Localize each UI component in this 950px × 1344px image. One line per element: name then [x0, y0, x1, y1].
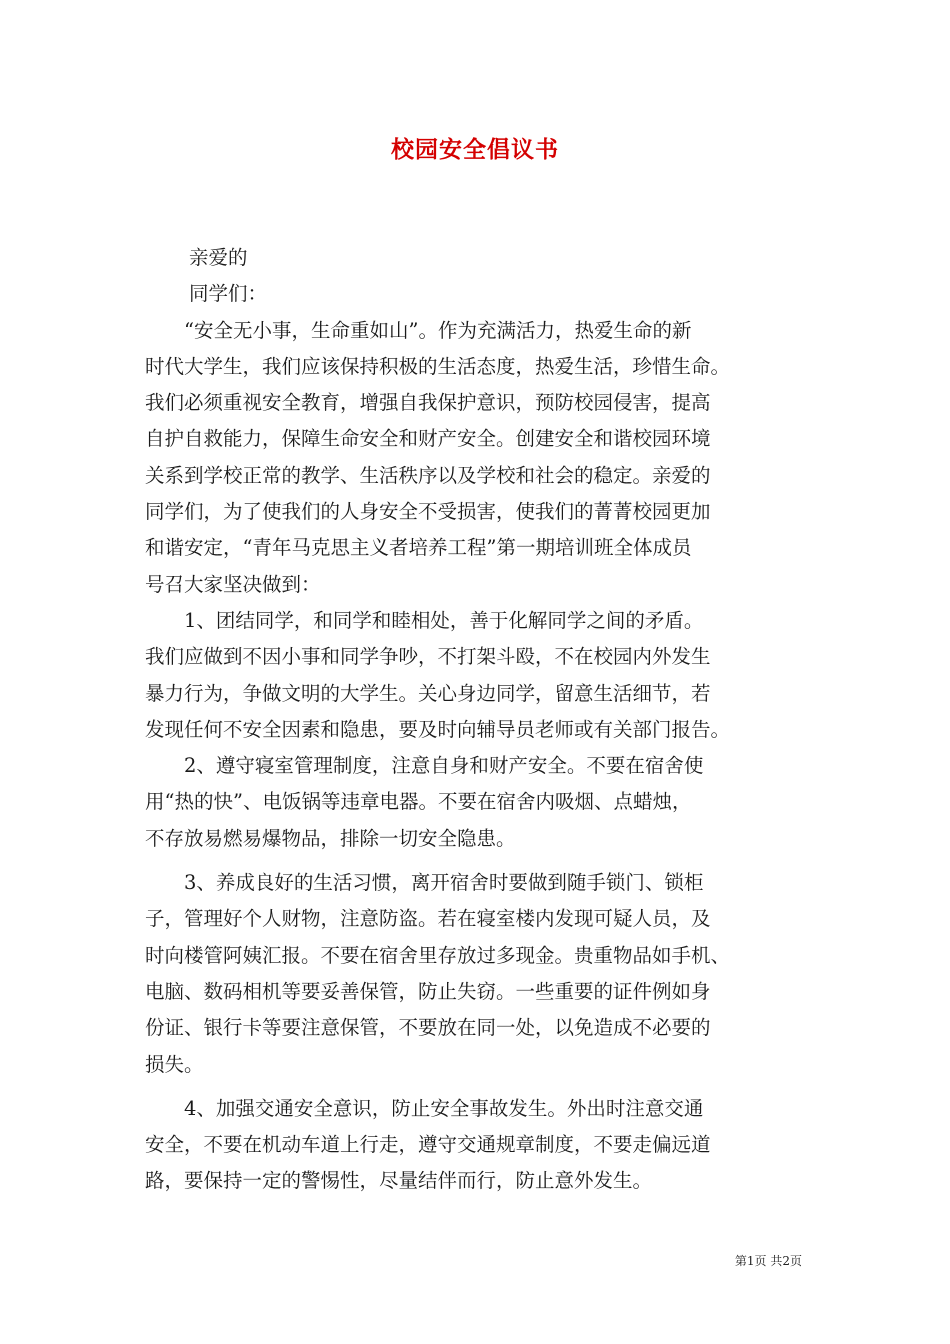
paragraph	[145, 1091, 825, 1200]
text-line: 损失。	[145, 1052, 204, 1076]
text-line: 时代大学生，我们应该保持积极的生活态度，热爱生活，珍惜生命。	[145, 354, 731, 378]
text-line: 我们必须重视安全教育，增强自我保护意识，预防校园侵害，提高	[145, 391, 711, 415]
paragraph	[145, 865, 825, 1083]
text-line: 电脑、数码相机等要妥善保管，防止失窃。一些重要的证件例如身	[145, 979, 711, 1003]
text-line: 和谐安定，“青年马克思主义者培养工程”第一期培训班全体成员	[145, 536, 692, 560]
paragraph	[145, 313, 825, 603]
document-title: 校园安全倡议书	[391, 136, 559, 163]
text-line: 同学们，为了使我们的人身安全不受损害，使我们的菁菁校园更加	[145, 500, 711, 524]
page-number-footer: 第1页 共2页	[734, 1254, 802, 1268]
text-line: “安全无小事，生命重如山”。作为充满活力，热爱生命的新	[145, 318, 692, 342]
text-line: 发现任何不安全因素和隐患，要及时向辅导员老师或有关部门报告。	[145, 717, 731, 741]
text-line: 时向楼管阿姨汇报。不要在宿舍里存放过多现金。贵重物品如手机、	[145, 943, 731, 967]
paragraph-gap	[145, 857, 825, 865]
document-body	[145, 240, 825, 1200]
text-line: 不存放易燃易爆物品，排除一切安全隐患。	[145, 826, 516, 850]
text-line: 子，管理好个人财物，注意防盗。若在寝室楼内发现可疑人员，及	[145, 907, 711, 931]
text-line: 4、加强交通安全意识，防止安全事故发生。外出时注意交通	[145, 1096, 704, 1120]
text-line: 暴力行为，争做文明的大学生。关心身边同学，留意生活细节，若	[145, 681, 711, 705]
text-line: 2、遵守寝室管理制度，注意自身和财产安全。不要在宿舍使	[145, 754, 704, 778]
paragraph-gap	[145, 1083, 825, 1091]
text-line: 自护自救能力，保障生命安全和财产安全。创建安全和谐校园环境	[145, 427, 711, 451]
paragraph	[145, 748, 825, 857]
text-line: 路，要保持一定的警惕性，尽量结伴而行，防止意外发生。	[145, 1169, 653, 1193]
salutation: 同学们：	[189, 282, 268, 306]
text-line: 份证、银行卡等要注意保管，不要放在同一处，以免造成不必要的	[145, 1016, 711, 1040]
text-line: 我们应做到不因小事和同学争吵，不打架斗殴，不在校园内外发生	[145, 645, 711, 669]
text-line: 关系到学校正常的教学、生活秩序以及学校和社会的稳定。亲爱的	[145, 463, 711, 487]
paragraph	[145, 603, 825, 748]
text-line: 安全，不要在机动车道上行走，遵守交通规章制度，不要走偏远道	[145, 1133, 711, 1157]
text-line: 用“热的快”、电饭锅等违章电器。不要在宿舍内吸烟、点蜡烛，	[145, 790, 692, 814]
text-line: 号召大家坚决做到：	[145, 572, 321, 596]
text-line: 3、养成良好的生活习惯，离开宿舍时要做到随手锁门、锁柜	[145, 871, 704, 895]
greeting: 亲爱的	[189, 246, 248, 269]
text-line: 1、团结同学，和同学和睦相处，善于化解同学之间的矛盾。	[145, 608, 704, 632]
